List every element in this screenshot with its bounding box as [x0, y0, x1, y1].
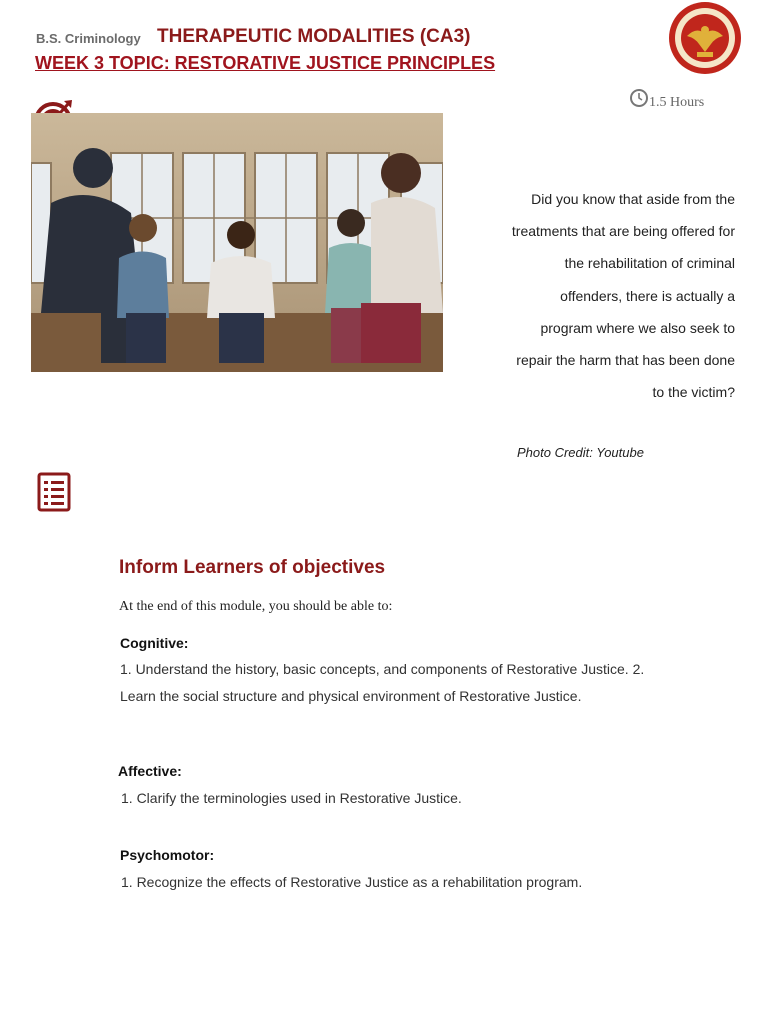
did-you-know-text: Did you know that aside from the treatments that are being offered for the rehabilitation of criminal offenders, there is actually a program where we also seek to repair the harm that has been done to the victim?: [511, 191, 735, 401]
week-topic-title: WEEK 3 TOPIC: RESTORATIVE JUSTICE PRINCIPLES: [35, 53, 496, 73]
psychomotor-heading: Psychomotor:: [120, 847, 215, 863]
checklist-icon: [37, 472, 71, 512]
affective-heading: Affective:: [118, 763, 182, 779]
objectives-heading: Inform Learners of objectives: [119, 557, 386, 578]
photo-credit: Photo Credit: Youtube: [517, 445, 644, 460]
cognitive-text: 1. Understand the history, basic concepts, and components of Restorative Justice. 2. Learn the social structure and physical environment of Restorative Justice.: [120, 661, 645, 704]
program-label: B.S. Criminology: [36, 31, 141, 46]
duration-text: 1.5 Hours: [649, 95, 705, 110]
course-title: THERAPEUTIC MODALITIES (CA3): [157, 26, 471, 47]
psychomotor-text: 1. Recognize the effects of Restorative Justice as a rehabilitation program.: [121, 874, 583, 890]
cognitive-heading: Cognitive:: [120, 635, 189, 651]
group-session-photo: [31, 113, 443, 372]
affective-text: 1. Clarify the terminologies used in Restorative Justice.: [121, 790, 462, 806]
clock-icon: [629, 88, 649, 108]
objectives-intro: At the end of this module, you should be able to:: [119, 599, 393, 614]
college-seal-icon: [667, 0, 743, 76]
